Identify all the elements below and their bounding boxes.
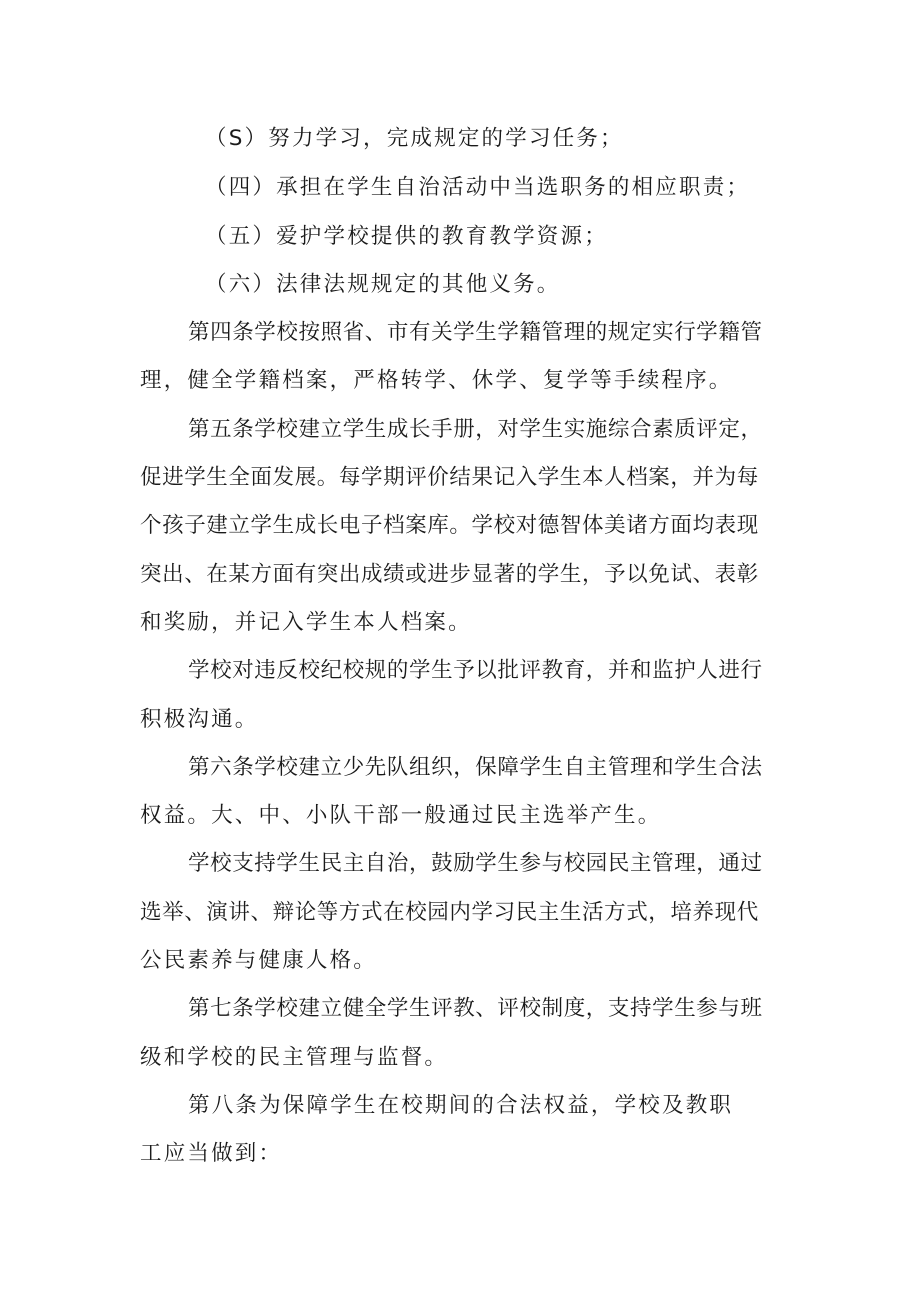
obligation-item-3: （S）努力学习，完成规定的学习任务； bbox=[205, 126, 624, 151]
democracy-line-2: 选举、演讲、辩论等方式在校园内学习民主生活方式，培养现代 bbox=[140, 900, 759, 925]
discipline-line-1: 学校对违反校纪校规的学生予以批评教育，并和监护人进行 bbox=[188, 658, 763, 683]
democracy-line-1: 学校支持学生民主自治，鼓励学生参与校园民主管理，通过 bbox=[188, 851, 763, 876]
obligation-item-6: （六）法律法规规定的其他义务。 bbox=[205, 272, 561, 297]
obligation-item-5: （五）爱护学校提供的教育教学资源； bbox=[205, 224, 608, 249]
discipline-line-2: 积极沟通。 bbox=[140, 707, 259, 732]
article-7-line-1: 第七条学校建立健全学生评教、评校制度，支持学生参与班 bbox=[188, 996, 763, 1021]
article-8-line-1: 第八条为保障学生在校期间的合法权益，学校及教职 bbox=[188, 1093, 734, 1118]
article-4-line-1: 第四条学校按照省、市有关学生学籍管理的规定实行学籍管 bbox=[188, 320, 763, 345]
article-5-line-1: 第五条学校建立学生成长手册，对学生实施综合素质评定， bbox=[188, 417, 763, 442]
democracy-line-3: 公民素养与健康人格。 bbox=[140, 948, 378, 973]
article-5-line-4: 突出、在某方面有突出成绩或进步显著的学生，予以免试、表彰 bbox=[140, 562, 759, 587]
article-4-line-2: 理，健全学籍档案，严格转学、休学、复学等手续程序。 bbox=[140, 368, 733, 393]
article-5-line-3: 个孩子建立学生成长电子档案库。学校对德智体美诸方面均表现 bbox=[140, 513, 759, 538]
article-8-line-2: 工应当做到： bbox=[140, 1141, 283, 1166]
obligation-item-4: （四）承担在学生自治活动中当选职务的相应职责； bbox=[205, 175, 751, 200]
article-6-line-2: 权益。大、中、小队干部一般通过民主选举产生。 bbox=[140, 803, 662, 828]
article-6-line-1: 第六条学校建立少先队组织，保障学生自主管理和学生合法 bbox=[188, 755, 763, 780]
article-7-line-2: 级和学校的民主管理与监督。 bbox=[140, 1045, 449, 1070]
article-5-line-5: 和奖励，并记入学生本人档案。 bbox=[140, 610, 472, 635]
article-5-line-2: 促进学生全面发展。每学期评价结果记入学生本人档案，并为每 bbox=[140, 465, 759, 490]
